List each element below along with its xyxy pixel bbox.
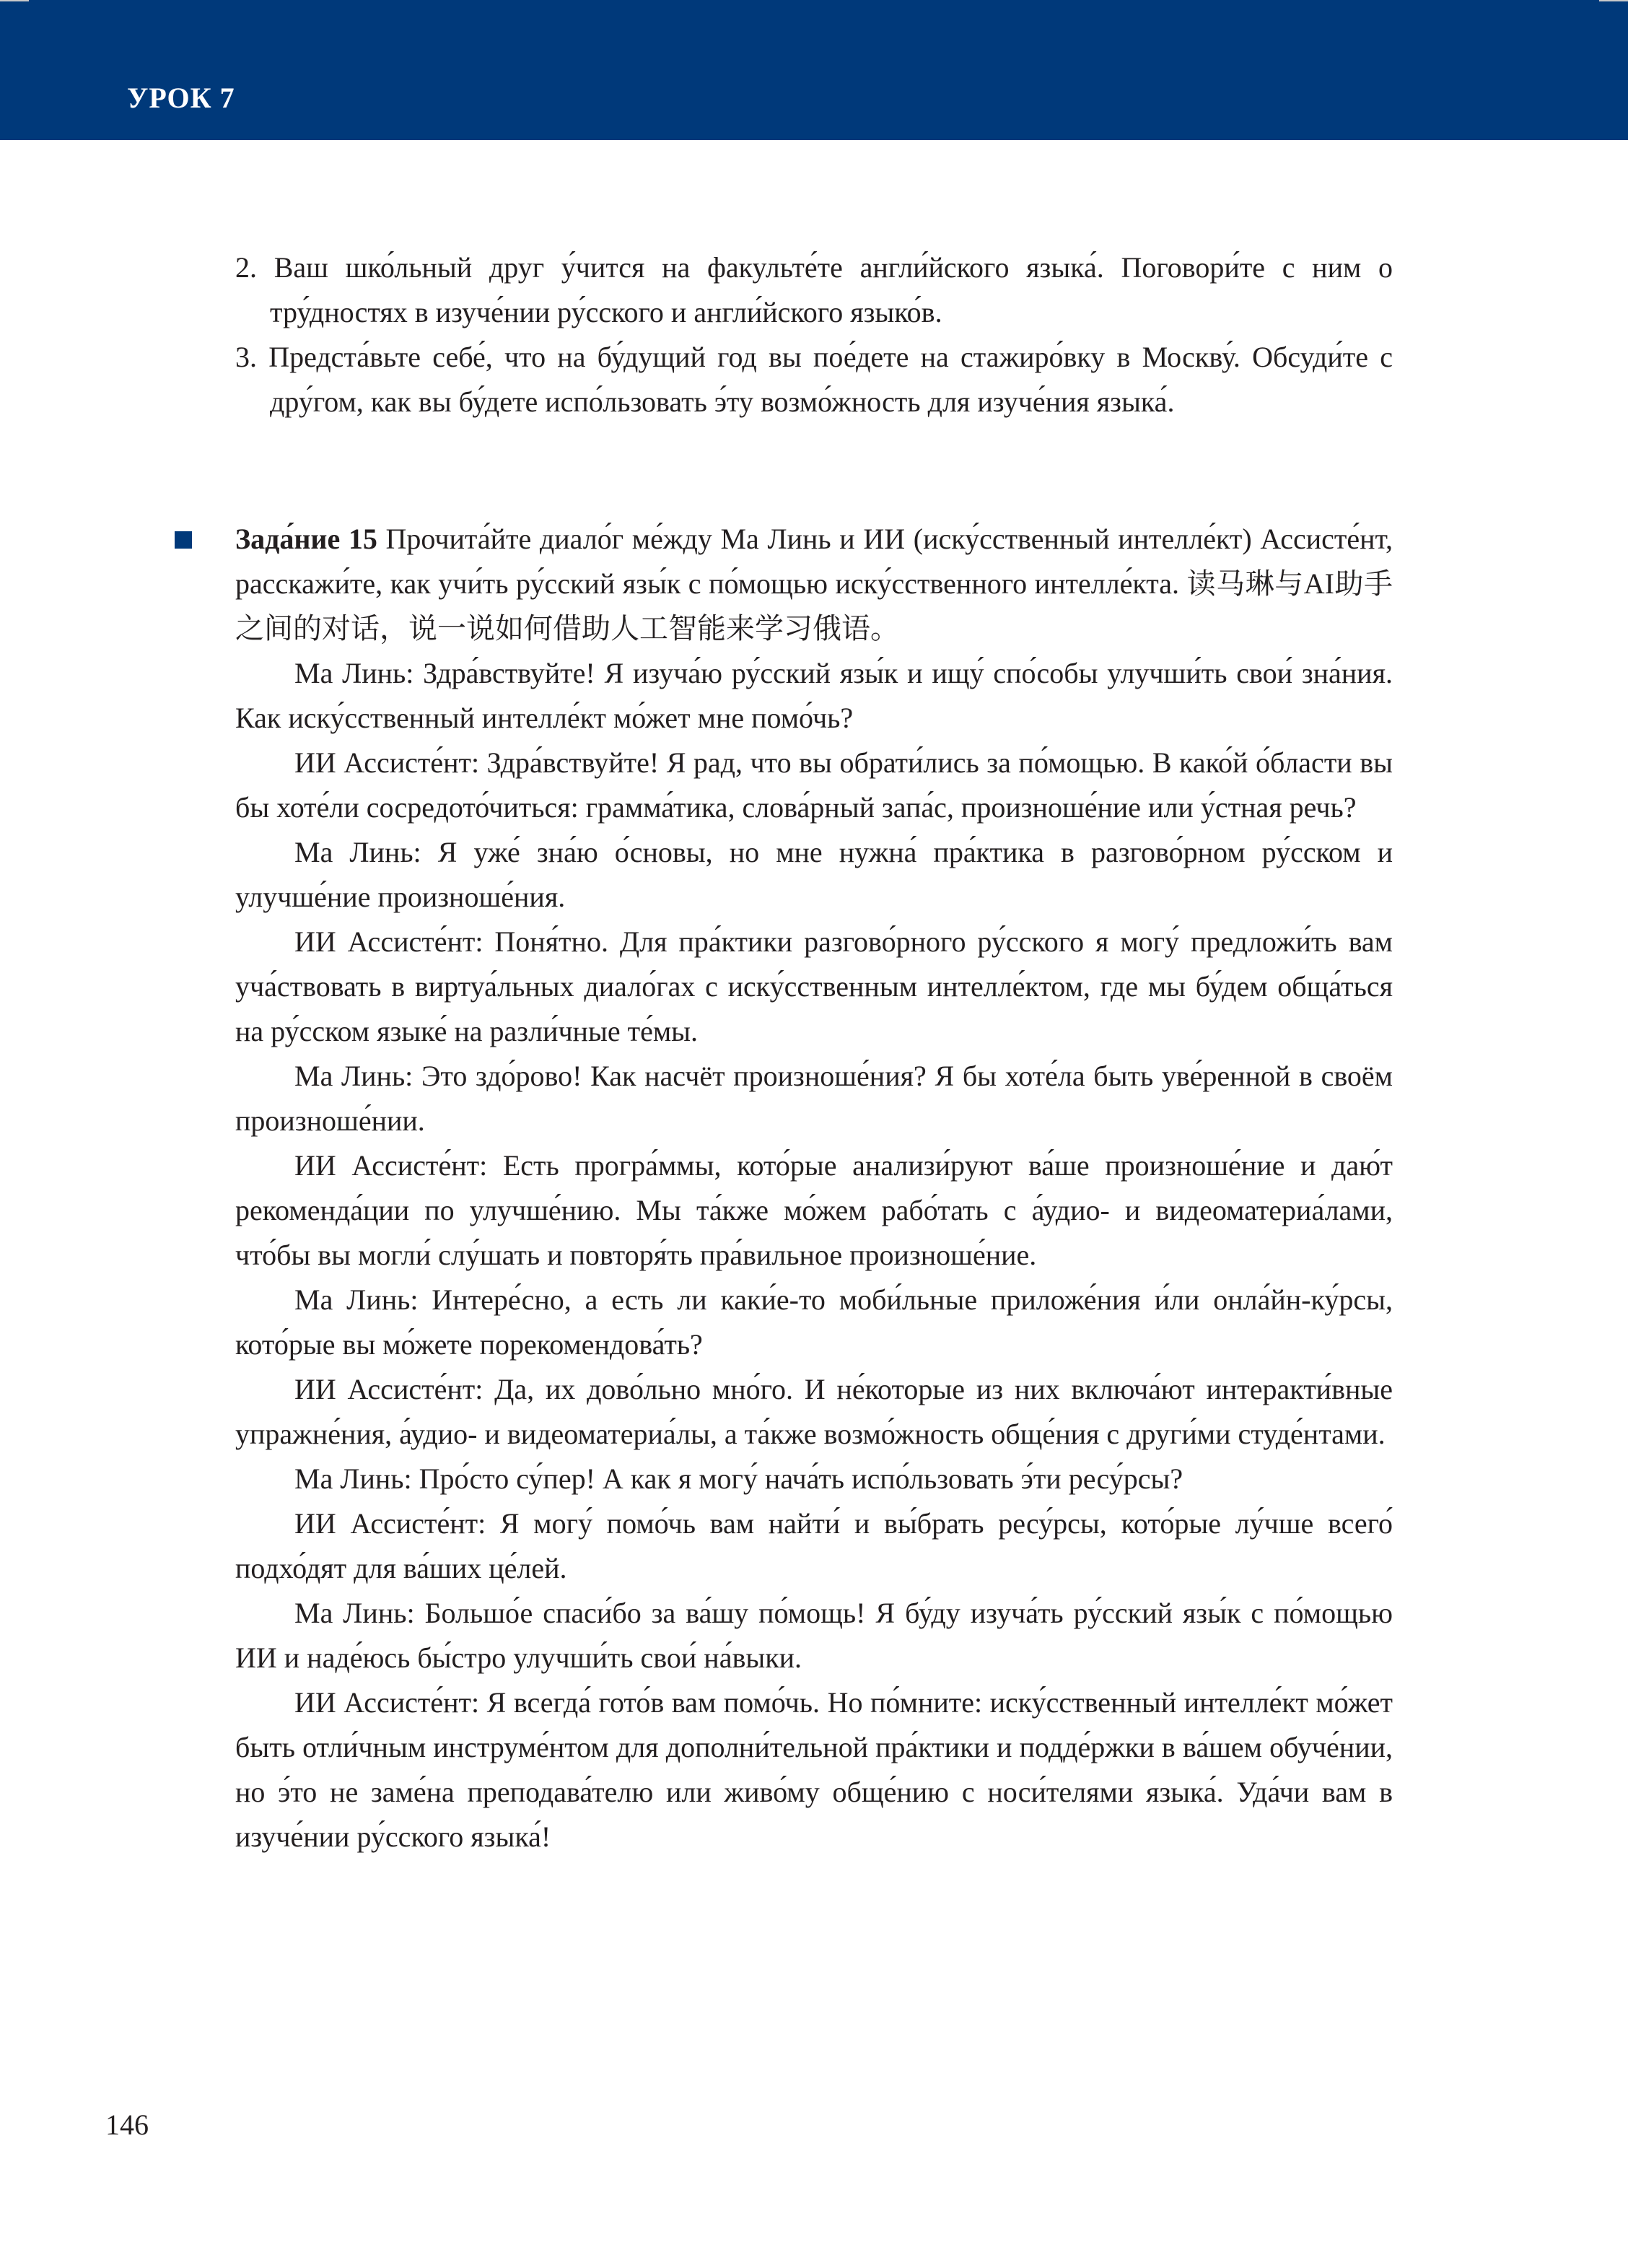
task-heading bbox=[235, 517, 1393, 651]
task-instruction-chinese: 读马琳与AI助手之间的对话，说一说如何借助人工智能来学习俄语。 bbox=[235, 567, 1393, 645]
crop-mark-right bbox=[1599, 0, 1628, 10]
header-band bbox=[0, 0, 1628, 140]
square-bullet-icon bbox=[175, 531, 192, 549]
dialogue-line: Ма Линь: Большо́е спаси́бо за ва́шу по́мощь! Я бу́ду изуча́ть ру́сский язы́к с по́мощью ИИ и наде́юсь бы́стро улучши́ть свои́ на́выки. bbox=[235, 1597, 1393, 1674]
dialogue-line: ИИ Ассисте́нт: Здра́вствуйте! Я рад, что вы обрати́лись за по́мощью. В како́й о́бласти вы бы хоте́ли сосредото́читься: грамма́тика, слова́рный запа́с, произноше́ние или у́стная речь? bbox=[235, 746, 1393, 824]
list-item: 2. Ваш шко́льный друг у́чится на факульте́те англи́йского языка́. Поговори́те с ним о тру́дностях в изуче́нии ру́сского и англи́йского языко́в. bbox=[235, 251, 1393, 328]
dialogue-line: Ма Линь: Про́сто су́пер! А как я могу́ нача́ть испо́льзовать э́ти ресу́рсы? bbox=[294, 1462, 1183, 1495]
dialogue-line: ИИ Ассисте́нт: Я всегда́ гото́в вам помо́чь. Но по́мните: иску́сственный интелле́кт мо́жет быть отли́чным инструме́нтом для дополни́тельной пра́ктики и подде́ржки в ва́шем обуче́нии, но э́то не заме́на преподава́телю или живо́му обще́нию с носи́телями языка́. Уда́чи вам в изуче́нии ру́сского языка́! bbox=[235, 1686, 1393, 1853]
task-label: Зада́ние 15 bbox=[235, 523, 377, 555]
task-15 bbox=[235, 517, 1393, 1859]
lesson-title: УРОК 7 bbox=[127, 82, 235, 114]
task-instruction: Прочита́йте диало́г ме́жду Ма Линь и ИИ (иску́сственный интелле́кт) Ассисте́нт, расскажи́те, как учи́ть ру́сский язы́к с по́мощью иску́сственного интелле́кта. bbox=[235, 523, 1393, 600]
dialogue-line: ИИ Ассисте́нт: Я могу́ помо́чь вам найти́ и вы́брать ресу́рсы, кото́рые лу́чше всего́ подхо́дят для ва́ших це́лей. bbox=[235, 1507, 1393, 1584]
dialogue-line: ИИ Ассисте́нт: Есть програ́ммы, кото́рые анализи́руют ва́ше произноше́ние и даю́т рекоменда́ции по улучше́нию. Мы та́кже мо́жем рабо́тать с а́удио- и видеоматериа́лами, что́бы вы могли́ слу́шать и повторя́ть пра́вильное произноше́ние. bbox=[235, 1149, 1393, 1271]
dialogue-line: ИИ Ассисте́нт: Поня́тно. Для пра́ктики разгово́рного ру́сского я могу́ предложи́ть вам уча́ствовать в виртуа́льных диало́гах с иску́сственным интелле́ктом, где мы бу́дем обща́ться на ру́сском языке́ на разли́чные те́мы. bbox=[235, 925, 1393, 1047]
dialogue-line: Ма Линь: Здра́вствуйте! Я изуча́ю ру́сский язы́к и ищу́ спо́собы улучши́ть свои́ зна́ния. Как иску́сственный интелле́кт мо́жет мне помо́чь? bbox=[235, 657, 1393, 734]
crop-mark-left bbox=[0, 0, 29, 10]
dialogue-line: Ма Линь: Это здо́рово! Как насчёт произноше́ния? Я бы хоте́ла быть уве́ренной в своём произноше́нии. bbox=[235, 1060, 1393, 1137]
page-number: 146 bbox=[105, 2108, 149, 2141]
dialogue-line: Ма Линь: Я уже́ зна́ю о́сновы, но мне нужна́ пра́ктика в разгово́рном ру́сском и улучше́ние произноше́ния. bbox=[235, 836, 1393, 913]
dialogue-line: ИИ Ассисте́нт: Да, их дово́льно мно́го. И не́которые из них включа́ют интеракти́вные упражне́ния, а́удио- и видеоматериа́лы, а та́кже возмо́жность обще́ния с други́ми студе́нтами. bbox=[235, 1373, 1393, 1450]
exercise-list bbox=[235, 245, 1393, 424]
list-item: 3. Предста́вьте себе́, что на бу́дущий год вы пое́дете на стажиро́вку в Москву́. Обсуди́те с дру́гом, как вы бу́дете испо́льзовать э́ту возмо́жность для изуче́ния языка́. bbox=[235, 341, 1393, 418]
dialogue-line: Ма Линь: Интере́сно, а есть ли каки́е-то моби́льные приложе́ния и́ли онла́йн-ку́рсы, кото́рые вы мо́жете порекомендова́ть? bbox=[235, 1283, 1393, 1361]
